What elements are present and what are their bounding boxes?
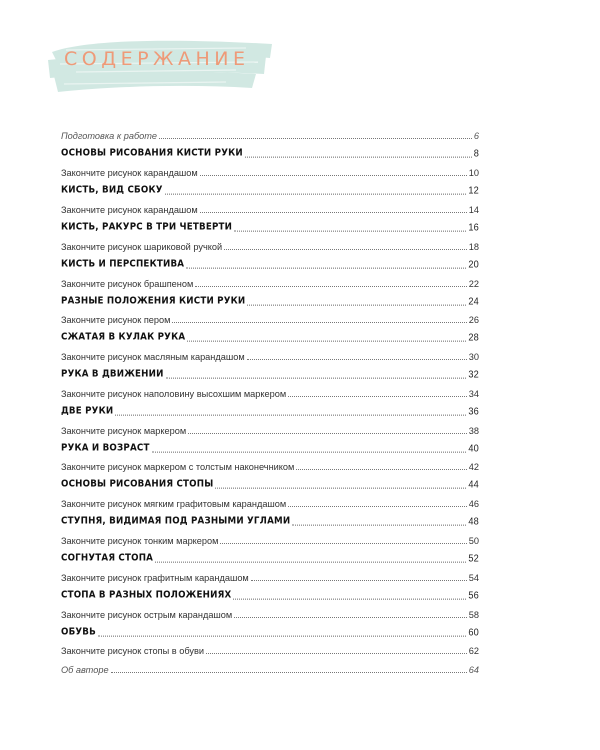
toc-entry <box>61 545 479 566</box>
toc-entry-page-number: 12 <box>468 185 479 197</box>
toc-entry-title: СЖАТАЯ В КУЛАК РУКА <box>61 332 186 344</box>
toc-entry-page-number: 34 <box>468 388 479 399</box>
toc-entry <box>61 324 479 345</box>
toc-entry-page-number: 36 <box>468 405 479 418</box>
toc-entry-page-number: 64 <box>468 664 479 675</box>
toc-entry-title: Закончите рисунок графитным карандашом <box>61 572 249 583</box>
toc-entry-title: Закончите рисунок стопы в обуви <box>61 646 204 657</box>
dot-leader <box>115 414 466 416</box>
toc-entry-title: Закончите рисунок мягким графитовым карандашом <box>61 499 287 510</box>
dot-leader <box>234 230 466 232</box>
toc-entry-title: Закончите рисунок карандашом <box>61 204 198 215</box>
toc-entry-page-number: 42 <box>468 462 479 473</box>
toc-entry-title: Закончите рисунок наполовину высохшим маркером <box>61 388 287 399</box>
toc-entry-page-number: 44 <box>468 479 479 491</box>
toc-entry-page-number: 28 <box>468 332 479 344</box>
toc-entry-title: СТОПА В РАЗНЫХ ПОЛОЖЕНИЯХ <box>61 589 232 602</box>
toc-entry-title: Подготовка к работе <box>61 131 157 142</box>
toc-entry <box>61 361 479 382</box>
toc-entry-title: Об авторе <box>61 664 109 675</box>
toc-entry <box>61 140 479 161</box>
toc-entry <box>61 271 479 289</box>
toc-entry-title: ОСНОВЫ РИСОВАНИЯ СТОПЫ <box>61 479 214 491</box>
dot-leader <box>215 487 466 489</box>
toc-entry-page-number: 24 <box>468 295 479 307</box>
toc-entry <box>61 639 479 657</box>
toc-entry-title: Закончите рисунок брашпеном <box>61 278 194 289</box>
title-block <box>46 30 276 96</box>
dot-leader <box>186 267 466 269</box>
dot-leader <box>98 634 466 636</box>
toc-entry-title: РУКА И ВОЗРАСТ <box>61 442 150 454</box>
toc-entry <box>61 398 479 419</box>
toc-entry <box>61 508 479 529</box>
dot-leader <box>187 340 466 342</box>
toc-entry-page-number: 48 <box>468 516 479 528</box>
toc-entry <box>61 618 479 639</box>
toc-entry-title: Закончите рисунок тонким маркером <box>61 535 219 546</box>
dot-leader <box>155 561 466 563</box>
toc-entry-page-number: 58 <box>468 609 479 620</box>
dot-leader <box>247 303 466 305</box>
toc-entry-title: Закончите рисунок острым карандашом <box>61 609 233 620</box>
toc-entry-page-number: 6 <box>473 131 479 142</box>
toc-entry-title: РАЗНЫЕ ПОЛОЖЕНИЯ КИСТИ РУКИ <box>61 295 246 307</box>
dot-leader <box>152 451 467 453</box>
toc-entry-title: СОГНУТАЯ СТОПА <box>61 553 154 565</box>
dot-leader <box>224 248 467 250</box>
toc-entry-title: Закончите рисунок маркером с толстым наконечником <box>61 462 295 473</box>
toc-entry-page-number: 22 <box>468 278 479 289</box>
toc-entry-title: КИСТЬ, ВИД СБОКУ <box>61 185 163 197</box>
toc-entry <box>61 251 479 272</box>
toc-entry-title: Закончите рисунок пером <box>61 315 171 326</box>
toc-entry-page-number: 40 <box>468 442 479 454</box>
toc-entry <box>61 287 479 308</box>
toc-entry-page-number: 32 <box>468 369 479 381</box>
toc-entry-page-number: 60 <box>468 626 479 638</box>
toc-entry-page-number: 62 <box>468 646 479 657</box>
toc-entry-page-number: 56 <box>468 589 479 602</box>
table-of-contents <box>61 124 479 676</box>
toc-entry-page-number: 54 <box>468 572 479 583</box>
toc-entry-page-number: 52 <box>468 553 479 565</box>
dot-leader <box>200 211 467 213</box>
toc-entry <box>61 657 479 675</box>
toc-entry-page-number: 20 <box>468 258 479 271</box>
dot-leader <box>245 156 472 158</box>
toc-entry-page-number: 8 <box>473 148 479 160</box>
toc-entry-title: Закончите рисунок маркером <box>61 425 187 436</box>
toc-entry-page-number: 18 <box>468 241 479 252</box>
toc-entry-title: КИСТЬ И ПЕРСПЕКТИВА <box>61 258 185 271</box>
toc-entry-title: КИСТЬ, РАКУРС В ТРИ ЧЕТВЕРТИ <box>61 222 233 234</box>
toc-entry-page-number: 38 <box>468 425 479 436</box>
dot-leader <box>247 358 467 360</box>
toc-entry-title: Закончите рисунок шариковой ручкой <box>61 241 223 252</box>
toc-entry-page-number: 50 <box>468 535 479 546</box>
toc-entry-title: ДВЕ РУКИ <box>61 405 114 418</box>
dot-leader <box>166 377 467 379</box>
toc-entry-page-number: 10 <box>468 168 479 179</box>
toc-entry-title: РУКА В ДВИЖЕНИИ <box>61 369 164 381</box>
toc-entry-title: ОБУВЬ <box>61 626 96 638</box>
toc-entry-title: Закончите рисунок масляным карандашом <box>61 352 245 363</box>
dot-leader <box>188 432 467 434</box>
toc-entry <box>61 214 479 235</box>
dot-leader <box>206 652 467 654</box>
dot-leader <box>233 598 466 600</box>
toc-entry <box>61 602 479 620</box>
dot-leader <box>165 193 467 195</box>
toc-entry-page-number: 30 <box>468 352 479 363</box>
page-title: СОДЕРЖАНИЕ <box>64 48 250 70</box>
dot-leader <box>220 542 466 544</box>
toc-entry-title: ОСНОВЫ РИСОВАНИЯ КИСТИ РУКИ <box>61 148 243 160</box>
toc-entry-title: Закончите рисунок карандашом <box>61 168 198 179</box>
toc-entry-page-number: 14 <box>468 204 479 215</box>
dot-leader <box>234 616 467 618</box>
toc-entry <box>61 582 479 603</box>
toc-entry-page-number: 46 <box>468 499 479 510</box>
toc-entry-title: СТУПНЯ, ВИДИМАЯ ПОД РАЗНЫМИ УГЛАМИ <box>61 516 291 528</box>
toc-entry <box>61 177 479 198</box>
dot-leader <box>251 579 467 581</box>
dot-leader <box>111 671 467 673</box>
dot-leader <box>292 524 466 526</box>
toc-entry-page-number: 26 <box>468 315 479 326</box>
toc-entry <box>61 434 479 455</box>
dot-leader <box>195 285 466 287</box>
toc-entry <box>61 471 479 492</box>
dot-leader <box>288 395 467 397</box>
toc-entry-page-number: 16 <box>468 222 479 234</box>
